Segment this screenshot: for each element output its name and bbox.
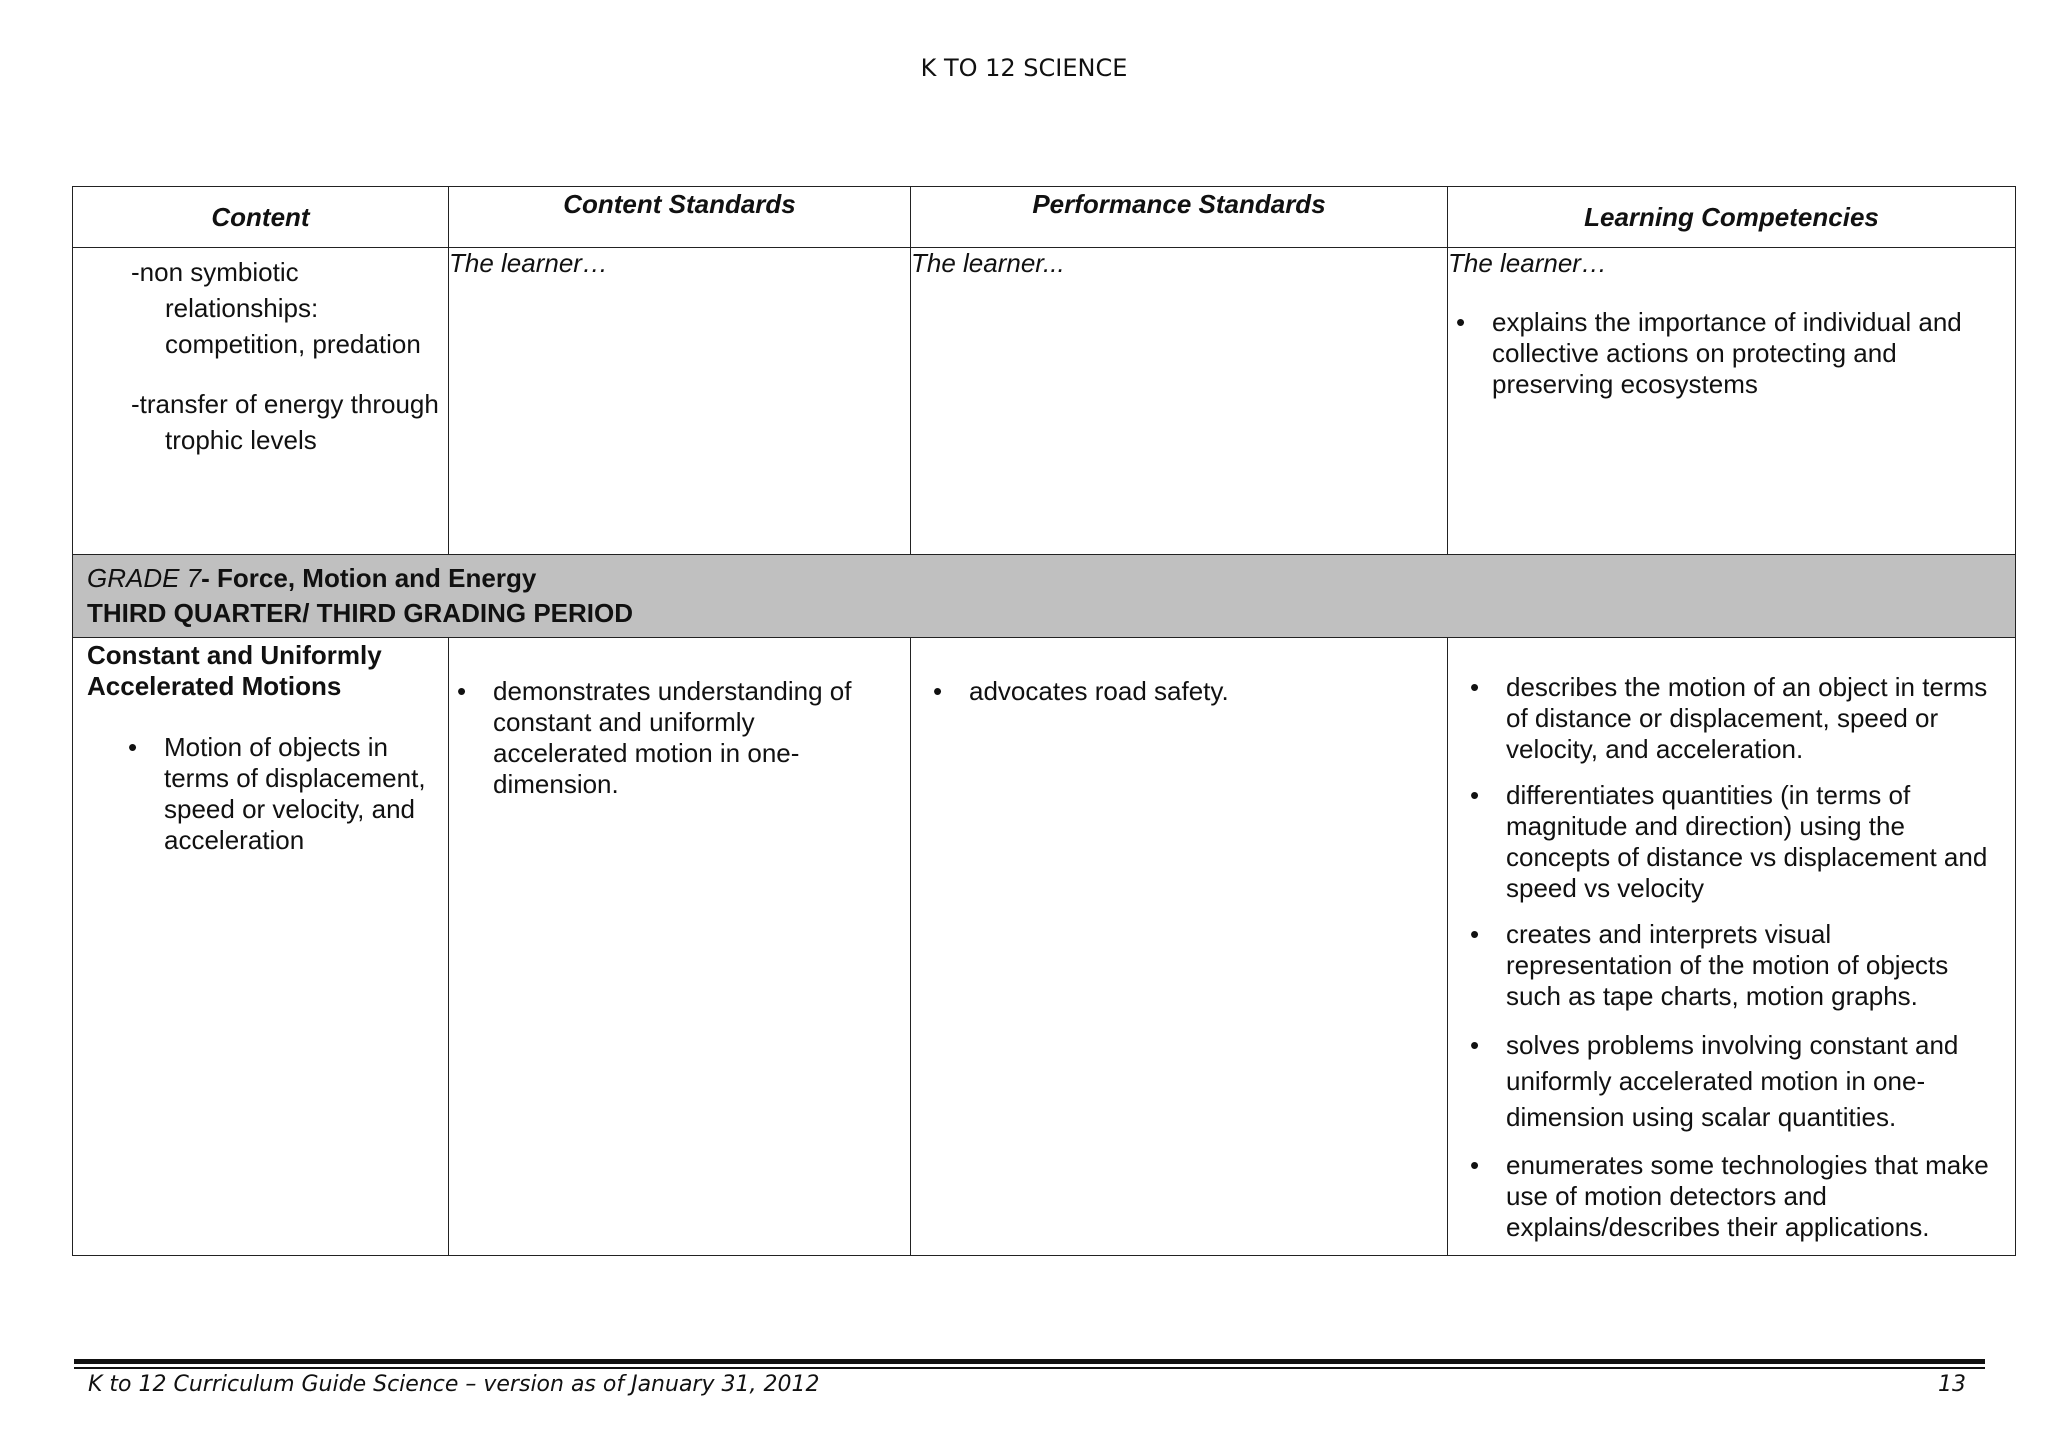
- grade-label: GRADE 7: [87, 563, 202, 593]
- grade-heading: [87, 561, 2001, 596]
- content-standards-cell: [449, 248, 911, 555]
- content-standards-cell: [449, 638, 911, 1256]
- learning-competencies-cell: [1448, 248, 2016, 555]
- list-item: • creates and interprets visual representation of the motion of objects such as tape charts, motion graphs.: [1462, 919, 2001, 1012]
- content-list: [87, 732, 434, 856]
- column-header-content: Content: [73, 187, 449, 248]
- content-item: -non symbiotic relationships: competition, predation: [131, 257, 421, 359]
- footer-divider: [74, 1359, 1985, 1364]
- list-item: • enumerates some technologies that make use of motion detectors and explains/describes their applications.: [1462, 1150, 2001, 1243]
- list-item: • Motion of objects in terms of displacement, speed or velocity, and acceleration: [120, 732, 434, 856]
- footer-divider-thin: [74, 1367, 1985, 1369]
- section-row: [73, 555, 2016, 638]
- table-row: [73, 638, 2016, 1256]
- list-item: • advocates road safety.: [925, 676, 1433, 707]
- table-row: [73, 248, 2016, 555]
- table-header-row: [73, 187, 2016, 248]
- content-cell: [73, 638, 449, 1256]
- competency-list: [1448, 672, 2001, 1243]
- content-standards-list: [449, 676, 896, 800]
- performance-standards-list: [925, 676, 1433, 707]
- competency-list: [1448, 307, 2015, 400]
- content-item: -transfer of energy through trophic levels: [131, 389, 439, 455]
- learner-intro: The learner…: [449, 248, 608, 278]
- section-heading-cell: [73, 555, 2016, 638]
- content-cell: [73, 248, 449, 555]
- page-header-title: K TO 12 SCIENCE: [920, 54, 1128, 82]
- column-header-content-standards: Content Standards: [449, 187, 911, 248]
- column-header-learning-competencies: Learning Competencies: [1448, 187, 2016, 248]
- list-item: • explains the importance of individual and collective actions on protecting and preserving ecosystems: [1448, 307, 2015, 400]
- performance-standards-cell: [911, 248, 1448, 555]
- list-item: • demonstrates understanding of constant and uniformly accelerated motion in one-dimension.: [449, 676, 896, 800]
- list-item: • describes the motion of an object in terms of distance or displacement, speed or velocity, and acceleration.: [1462, 672, 2001, 765]
- grading-period: THIRD QUARTER/ THIRD GRADING PERIOD: [87, 598, 633, 628]
- footer-version-text: K to 12 Curriculum Guide Science – version as of January 31, 2012: [88, 1372, 820, 1397]
- grade-topic: - Force, Motion and Energy: [201, 563, 537, 593]
- column-header-performance-standards: Performance Standards: [911, 187, 1448, 248]
- list-item: • solves problems involving constant and uniformly accelerated motion in one-dimension using scalar quantities.: [1462, 1027, 2001, 1135]
- performance-standards-cell: [911, 638, 1448, 1256]
- page-number: 13: [1938, 1372, 1966, 1397]
- learner-intro: The learner...: [911, 248, 1065, 278]
- topic-title: Constant and Uniformly Accelerated Motions: [87, 640, 382, 701]
- learner-intro: The learner…: [1448, 248, 1607, 278]
- list-item: • differentiates quantities (in terms of magnitude and direction) using the concepts of distance vs displacement and speed vs velocity: [1462, 780, 2001, 904]
- learning-competencies-cell: [1448, 638, 2016, 1256]
- curriculum-table: [72, 186, 2016, 1256]
